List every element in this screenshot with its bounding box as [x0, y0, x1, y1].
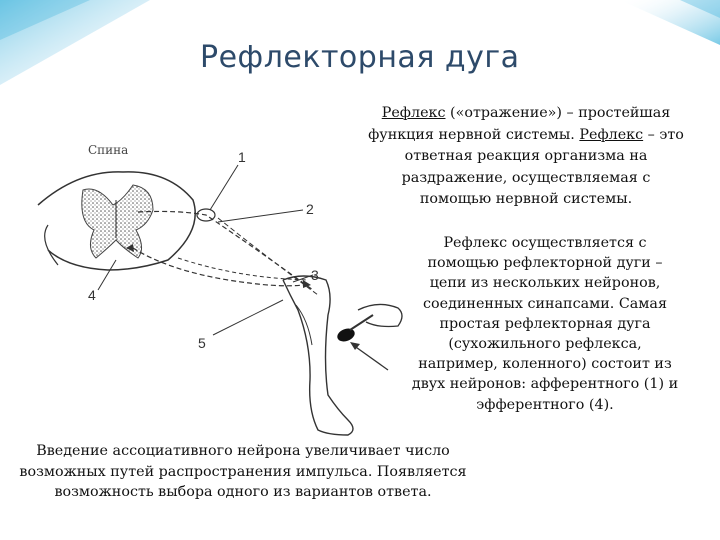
doctor-hand [358, 304, 402, 326]
marker-3: 3 [311, 267, 319, 283]
reflex-definition: Рефлекс («отражение») – простейшая функция нервной системы. Рефлекс – это ответная реакция организма на раздражение, осуществляемая с помощью нервной системы. [368, 105, 684, 207]
marker-2: 2 [306, 201, 314, 217]
marker-4: 4 [88, 287, 96, 303]
gray-matter [82, 185, 153, 258]
reflex-arc-diagram [28, 130, 408, 450]
figure-label-back: Спина [88, 143, 129, 157]
marker-5: 5 [198, 335, 206, 351]
efferent-pathway [133, 248, 303, 286]
term-reflex-1: Рефлекс [381, 105, 446, 121]
term-reflex-2: Рефлекс [579, 126, 644, 143]
reflex-arc-description: Рефлекс осуществляется с помощью рефлекторной дуги – цепи из нескольких нейронов, соединенных синапсами. Самая простая рефлекторная дуга (сухожильного рефлекса, например, коленного) состоит из двух нейронов: афферентного (1) и эфферентного (4). [411, 235, 679, 413]
associative-neuron-note: Введение ассоциативного нейрона увеличивает число возможных путей распространения импульса. Появляется возможность выбора одного из вариантов ответа. [19, 443, 467, 500]
slide-title: Рефлекторная дуга [200, 40, 520, 75]
marker-1: 1 [238, 149, 246, 165]
leg-outline [283, 276, 353, 435]
